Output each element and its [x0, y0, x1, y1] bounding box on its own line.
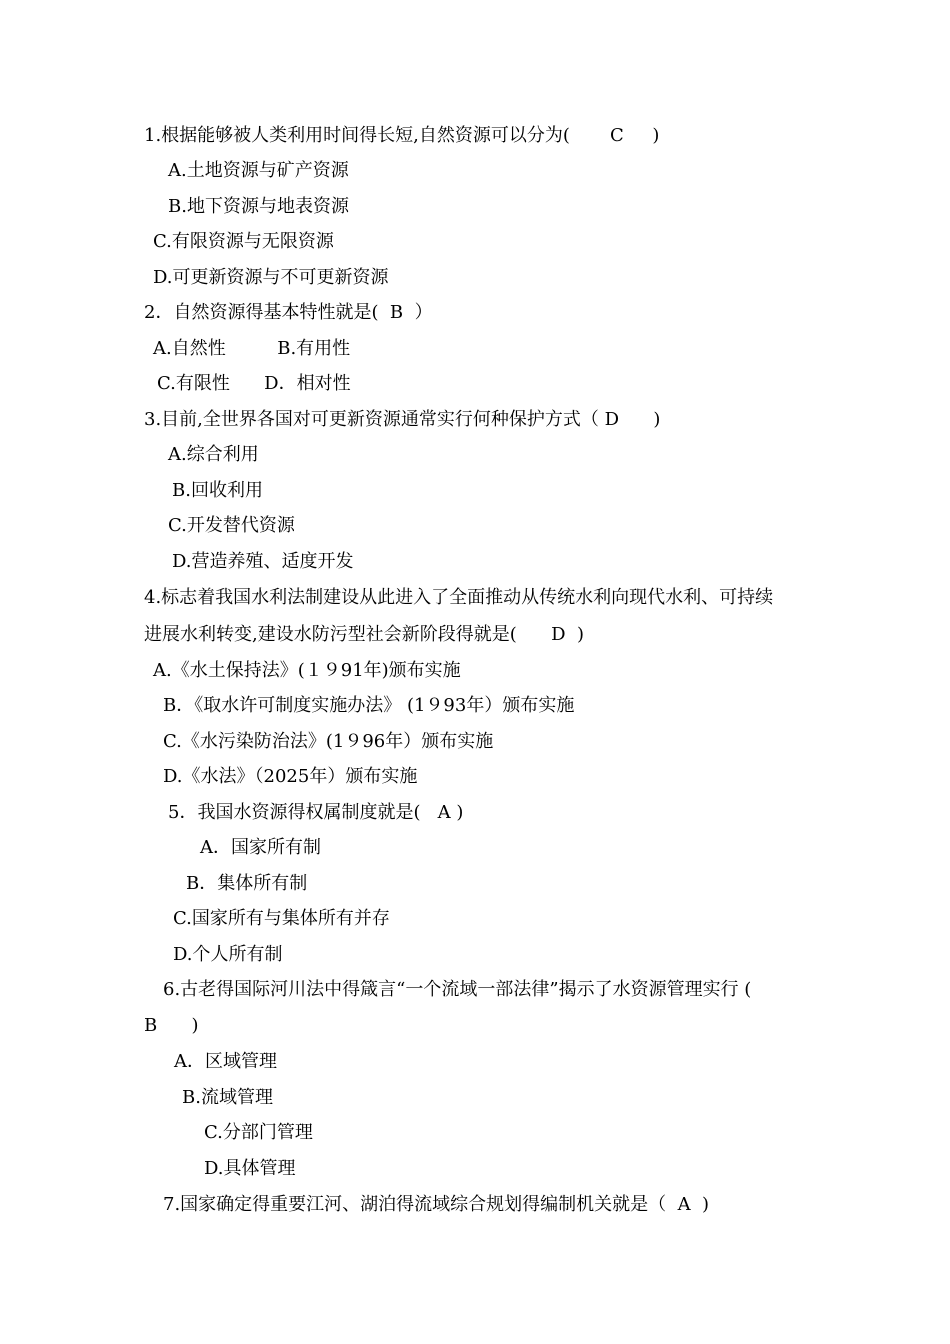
question-3-option-d: D.营造养殖、适度开发: [172, 551, 354, 572]
question-2-options-ab: A.自然性 B.有用性: [153, 338, 351, 359]
question-6-option-c: C.分部门管理: [204, 1122, 313, 1143]
question-5-text: 5．我国水资源得权属制度就是( A ): [168, 802, 464, 823]
question-3-option-a: A.综合利用: [168, 444, 259, 465]
question-1-option-d: D.可更新资源与不可更新资源: [153, 267, 389, 288]
question-1-text: 1.根据能够被人类利用时间得长短,自然资源可以分为( C ): [144, 125, 660, 146]
question-4-option-d: D.《水法》（2025年）颁布实施: [163, 766, 418, 787]
question-4-text: 4.标志着我国水利法制建设从此进入了全面推动从传统水利向现代水利、可持续: [144, 587, 774, 608]
question-6-text: 6.古老得国际河川法中得箴言“一个流域一部法律”揭示了水资源管理实行 (: [163, 979, 752, 1000]
question-4-text-cont: 进展水利转变,建设水防污型社会新阶段得就是( D ): [144, 624, 584, 645]
question-6-option-b: B.流域管理: [182, 1087, 273, 1108]
question-6-option-d: D.具体管理: [204, 1158, 296, 1179]
question-5-option-a: A．国家所有制: [200, 837, 321, 858]
question-3-text: 3.目前,全世界各国对可更新资源通常实行何种保护方式（ D ): [144, 409, 661, 430]
question-4-option-b: B．《取水许可制度实施办法》 (1９93年）颁布实施: [163, 695, 575, 716]
question-1-option-a: A.土地资源与矿产资源: [168, 160, 349, 181]
question-5-option-c: C.国家所有与集体所有并存: [173, 908, 390, 929]
question-4-option-a: A.《水土保持法》(１９91年)颁布实施: [153, 660, 461, 681]
question-1-option-b: B.地下资源与地表资源: [168, 196, 349, 217]
question-7-text: 7.国家确定得重要江河、湖泊得流域综合规划得编制机关就是（ A ): [163, 1194, 710, 1215]
question-2-text: 2．自然资源得基本特性就是( B ）: [144, 302, 433, 323]
question-2-options-cd: C.有限性 D．相对性: [157, 373, 351, 394]
question-5-option-d: D.个人所有制: [173, 944, 283, 965]
question-1-option-c: C.有限资源与无限资源: [153, 231, 334, 252]
question-3-option-b: B.回收利用: [172, 480, 263, 501]
question-3-option-c: C.开发替代资源: [168, 515, 295, 536]
question-4-option-c: C.《水污染防治法》(1９96年）颁布实施: [163, 731, 494, 752]
question-6-option-a: A．区域管理: [174, 1051, 277, 1072]
question-6-answer: B ): [144, 1015, 199, 1036]
question-5-option-b: B．集体所有制: [186, 873, 308, 894]
